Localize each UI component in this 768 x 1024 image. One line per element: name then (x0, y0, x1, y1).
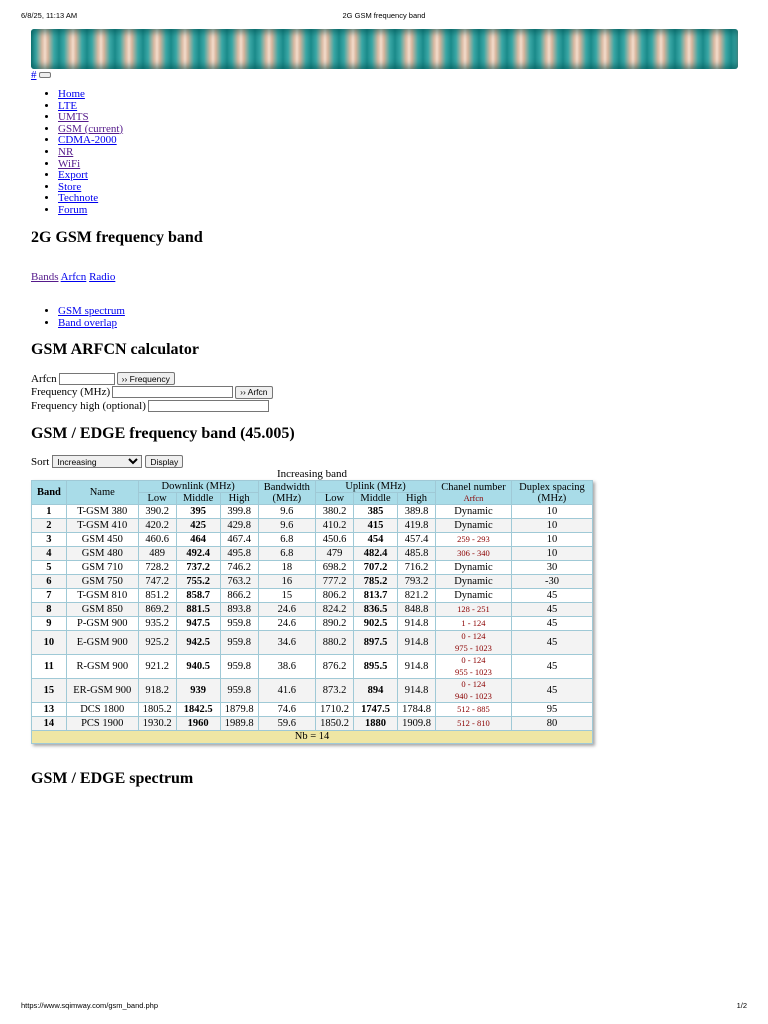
cell-arfcn (436, 717, 511, 730)
arfcn-label: Arfcn (31, 372, 57, 385)
cell-arfcn (436, 655, 511, 678)
tab-bands[interactable]: Bands (31, 271, 59, 283)
arfcn-range: 512 - 810 (457, 718, 490, 728)
cell-dl-low: 869.2 (139, 603, 176, 616)
cell-arfcn (436, 505, 511, 518)
cell-ul-low: 890.2 (316, 617, 353, 630)
tab-arfcn[interactable]: Arfcn (60, 271, 87, 283)
cell-name: PCS 1900 (67, 717, 138, 730)
cell-name: T-GSM 810 (67, 589, 138, 602)
cell-ul-middle: 454 (354, 533, 397, 546)
print-page-number: 1/2 (736, 1001, 747, 1010)
arfcn-range: 955 - 1023 (455, 666, 492, 677)
header-channel-sub: Arfcn (463, 492, 484, 503)
cell-ul-middle: 894 (354, 679, 397, 702)
cell-ul-middle: 902.5 (354, 617, 397, 630)
cell-name: GSM 750 (67, 575, 138, 588)
nav-link-nr[interactable]: NR (58, 145, 74, 158)
cell-bandwidth: 24.6 (259, 617, 315, 630)
nav-link-gsm-current[interactable]: GSM (current) (58, 122, 124, 135)
cell-ul-middle: 482.4 (354, 547, 397, 560)
cell-dl-middle: 395 (177, 505, 220, 518)
page-title: 2G GSM frequency band (31, 229, 203, 246)
cell-dl-middle: 939 (177, 679, 220, 702)
cell-ul-middle: 836.5 (354, 603, 397, 616)
cell-dl-middle: 858.7 (177, 589, 220, 602)
cell-band: 13 (32, 703, 66, 716)
frequency-row (31, 386, 273, 400)
table-row (32, 603, 592, 616)
cell-band: 14 (32, 717, 66, 730)
table-row (32, 561, 592, 574)
header-uplink: Uplink (MHz) (316, 481, 435, 492)
cell-duplex: 45 (512, 631, 592, 654)
nav-link-wifi[interactable]: WiFi (58, 157, 81, 170)
table-row (32, 519, 592, 532)
nav-link-umts[interactable]: UMTS (58, 111, 89, 124)
cell-band: 2 (32, 519, 66, 532)
cell-dl-low: 918.2 (139, 679, 176, 702)
anchor-item (58, 318, 125, 330)
tab-radio[interactable]: Radio (89, 271, 116, 283)
arfcn-range: 1 - 124 (461, 618, 486, 628)
cell-dl-low: 489 (139, 547, 176, 560)
arfcn-range: Dynamic (454, 576, 493, 587)
anchor-links (40, 306, 125, 329)
cell-dl-low: 420.2 (139, 519, 176, 532)
cell-dl-high: 429.8 (221, 519, 258, 532)
arfcn-range: Dynamic (454, 590, 493, 601)
cell-dl-middle: 947.5 (177, 617, 220, 630)
cell-bandwidth: 24.6 (259, 603, 315, 616)
cell-dl-high: 866.2 (221, 589, 258, 602)
cell-ul-low: 777.2 (316, 575, 353, 588)
cell-dl-high: 1989.8 (221, 717, 258, 730)
cell-band: 10 (32, 631, 66, 654)
cell-name: GSM 850 (67, 603, 138, 616)
cell-dl-middle: 881.5 (177, 603, 220, 616)
cell-ul-high: 914.8 (398, 631, 435, 654)
cell-name: GSM 450 (67, 533, 138, 546)
cell-band: 6 (32, 575, 66, 588)
table-caption: Increasing band (277, 468, 347, 480)
sort-label: Sort (31, 455, 50, 468)
nav-link-export[interactable]: Export (58, 169, 88, 182)
cell-ul-high: 457.4 (398, 533, 435, 546)
arfcn-range: 306 - 340 (457, 548, 490, 558)
cell-dl-high: 1879.8 (221, 703, 258, 716)
cell-duplex: 10 (512, 547, 592, 560)
cell-ul-middle: 813.7 (354, 589, 397, 602)
cell-dl-low: 747.2 (139, 575, 176, 588)
nav-link-cdma[interactable]: CDMA-2000 (58, 134, 117, 147)
cell-dl-low: 925.2 (139, 631, 176, 654)
cell-ul-middle: 415 (354, 519, 397, 532)
table-row (32, 617, 592, 630)
cell-ul-low: 873.2 (316, 679, 353, 702)
cell-band: 11 (32, 655, 66, 678)
header-bandwidth-unit: (MHz) (272, 492, 302, 504)
menu-toggle-row (31, 69, 51, 81)
table-row (32, 575, 592, 588)
cell-ul-low: 380.2 (316, 505, 353, 518)
cell-dl-low: 1930.2 (139, 717, 176, 730)
cell-bandwidth: 18 (259, 561, 315, 574)
cell-bandwidth: 74.6 (259, 703, 315, 716)
to-frequency-button[interactable]: ›› Frequency (117, 372, 175, 385)
cell-arfcn (436, 703, 511, 716)
cell-bandwidth: 6.8 (259, 547, 315, 560)
cell-ul-middle: 385 (354, 505, 397, 518)
cell-name: P-GSM 900 (67, 617, 138, 630)
cell-dl-middle: 425 (177, 519, 220, 532)
cell-arfcn (436, 561, 511, 574)
cell-duplex: 45 (512, 655, 592, 678)
cell-band: 3 (32, 533, 66, 546)
arfcn-range: 940 - 1023 (455, 690, 492, 701)
cell-dl-middle: 942.5 (177, 631, 220, 654)
arfcn-input[interactable] (59, 373, 115, 385)
header-band: Band (32, 481, 66, 504)
cell-ul-low: 876.2 (316, 655, 353, 678)
cell-duplex: 10 (512, 519, 592, 532)
header-name: Name (67, 481, 138, 504)
link-band-overlap[interactable]: Band overlap (58, 316, 117, 329)
cell-arfcn (436, 617, 511, 630)
cell-bandwidth: 16 (259, 575, 315, 588)
cell-ul-high: 914.8 (398, 655, 435, 678)
cell-band: 5 (32, 561, 66, 574)
print-footer (21, 1001, 747, 1013)
header-channel (436, 481, 511, 504)
link-gsm-spectrum[interactable]: GSM spectrum (58, 305, 125, 317)
display-button[interactable]: Display (145, 455, 183, 468)
cell-arfcn (436, 519, 511, 532)
cell-dl-high: 399.8 (221, 505, 258, 518)
print-header (21, 11, 747, 23)
header-ul-middle: Middle (354, 493, 397, 504)
cell-name: T-GSM 410 (67, 519, 138, 532)
cell-ul-middle: 895.5 (354, 655, 397, 678)
header-dl-low: Low (139, 493, 176, 504)
nav-link-lte[interactable]: LTE (58, 99, 78, 112)
cell-ul-high: 1784.8 (398, 703, 435, 716)
cell-bandwidth: 15 (259, 589, 315, 602)
cell-ul-middle: 785.2 (354, 575, 397, 588)
header-bandwidth (259, 481, 315, 504)
cell-band: 1 (32, 505, 66, 518)
cell-dl-low: 1805.2 (139, 703, 176, 716)
cell-dl-middle: 940.5 (177, 655, 220, 678)
cell-ul-high: 914.8 (398, 679, 435, 702)
arfcn-range: 512 - 885 (457, 704, 490, 714)
cell-duplex: 95 (512, 703, 592, 716)
cell-duplex: 45 (512, 603, 592, 616)
cell-bandwidth: 6.8 (259, 533, 315, 546)
cell-dl-high: 959.8 (221, 679, 258, 702)
sort-controls (31, 455, 183, 468)
cell-ul-middle: 1747.5 (354, 703, 397, 716)
table-row (32, 533, 592, 546)
cell-ul-high: 419.8 (398, 519, 435, 532)
cell-dl-high: 763.2 (221, 575, 258, 588)
table-row (32, 679, 592, 702)
cell-ul-middle: 707.2 (354, 561, 397, 574)
cell-name: DCS 1800 (67, 703, 138, 716)
cell-name: E-GSM 900 (67, 631, 138, 654)
cell-ul-high: 793.2 (398, 575, 435, 588)
table-row (32, 703, 592, 716)
cell-arfcn (436, 589, 511, 602)
cell-duplex: 10 (512, 505, 592, 518)
cell-dl-middle: 464 (177, 533, 220, 546)
cell-dl-high: 959.8 (221, 617, 258, 630)
to-arfcn-button[interactable]: ›› Arfcn (235, 386, 272, 399)
arfcn-range: Dynamic (454, 520, 493, 531)
cell-dl-high: 959.8 (221, 631, 258, 654)
header-channel-label: Chanel number (441, 481, 506, 493)
table-row (32, 717, 592, 730)
cell-dl-high: 959.8 (221, 655, 258, 678)
cell-arfcn (436, 679, 511, 702)
arfcn-row (31, 372, 273, 386)
cell-ul-low: 806.2 (316, 589, 353, 602)
band-table-wrapper (31, 480, 593, 744)
band-table (31, 480, 593, 744)
header-dl-middle: Middle (177, 493, 220, 504)
main-nav (40, 89, 123, 217)
spectrum-title: GSM / EDGE spectrum (31, 770, 194, 787)
cell-name: ER-GSM 900 (67, 679, 138, 702)
cell-band: 4 (32, 547, 66, 560)
arfcn-range: 0 - 124 (461, 655, 486, 665)
cell-ul-high: 821.2 (398, 589, 435, 602)
arfcn-range: Dynamic (454, 562, 493, 573)
print-url: https://www.sqimway.com/gsm_band.php (21, 1001, 159, 1010)
cell-ul-low: 410.2 (316, 519, 353, 532)
cell-band: 15 (32, 679, 66, 702)
section-tabs (31, 271, 115, 283)
cell-dl-middle: 1960 (177, 717, 220, 730)
table-row (32, 505, 592, 518)
cell-dl-low: 460.6 (139, 533, 176, 546)
header-downlink: Downlink (MHz) (139, 481, 258, 492)
menu-toggle-button[interactable] (39, 72, 51, 78)
cell-dl-high: 893.8 (221, 603, 258, 616)
cell-dl-middle: 755.2 (177, 575, 220, 588)
cell-ul-low: 1850.2 (316, 717, 353, 730)
cell-dl-middle: 1842.5 (177, 703, 220, 716)
table-row (32, 589, 592, 602)
nav-link-store[interactable]: Store (58, 180, 82, 193)
cell-band: 8 (32, 603, 66, 616)
cell-arfcn (436, 603, 511, 616)
cell-ul-middle: 1880 (354, 717, 397, 730)
table-count: Nb = 14 (32, 731, 592, 743)
cell-ul-low: 1710.2 (316, 703, 353, 716)
table-row (32, 631, 592, 654)
cell-duplex: 30 (512, 561, 592, 574)
cell-name: GSM 710 (67, 561, 138, 574)
cell-bandwidth: 41.6 (259, 679, 315, 702)
cell-bandwidth: 59.6 (259, 717, 315, 730)
cell-dl-low: 921.2 (139, 655, 176, 678)
frequency-high-input[interactable] (148, 400, 269, 412)
cell-arfcn (436, 547, 511, 560)
band-table-body (32, 505, 592, 730)
cell-ul-low: 880.2 (316, 631, 353, 654)
arfcn-range: 128 - 251 (457, 604, 490, 614)
cell-ul-high: 716.2 (398, 561, 435, 574)
cell-ul-low: 479 (316, 547, 353, 560)
nav-item (58, 205, 123, 217)
cell-name: GSM 480 (67, 547, 138, 560)
header-dl-high: High (221, 493, 258, 504)
frequency-high-label: Frequency high (optional) (31, 399, 146, 412)
nav-link-forum[interactable]: Forum (58, 203, 88, 216)
cell-duplex: -30 (512, 575, 592, 588)
table-row (32, 547, 592, 560)
cell-bandwidth: 38.6 (259, 655, 315, 678)
arfcn-range: 0 - 124 (461, 631, 486, 641)
cell-dl-high: 467.4 (221, 533, 258, 546)
cell-ul-low: 450.6 (316, 533, 353, 546)
cell-arfcn (436, 575, 511, 588)
cell-ul-high: 848.8 (398, 603, 435, 616)
nav-link-home[interactable]: Home (58, 88, 85, 100)
arfcn-range: 259 - 293 (457, 534, 490, 544)
calculator-title: GSM ARFCN calculator (31, 341, 199, 358)
cell-ul-high: 389.8 (398, 505, 435, 518)
print-title: 2G GSM frequency band (342, 11, 426, 20)
cell-arfcn (436, 533, 511, 546)
frequency-high-row (31, 399, 273, 413)
cell-dl-low: 851.2 (139, 589, 176, 602)
cell-name: T-GSM 380 (67, 505, 138, 518)
sort-select[interactable] (52, 455, 142, 468)
cell-ul-high: 1909.8 (398, 717, 435, 730)
frequency-input[interactable] (112, 386, 233, 398)
cell-name: R-GSM 900 (67, 655, 138, 678)
frequency-label: Frequency (MHz) (31, 386, 111, 399)
arfcn-range: 0 - 124 (461, 679, 486, 689)
hash-link[interactable]: # (31, 69, 37, 81)
header-duplex-unit: (MHz) (537, 492, 567, 504)
header-bandwidth-label: Bandwidth (263, 481, 310, 493)
cell-band: 7 (32, 589, 66, 602)
cell-duplex: 80 (512, 717, 592, 730)
header-ul-low: Low (316, 493, 353, 504)
cell-dl-high: 746.2 (221, 561, 258, 574)
cell-ul-middle: 897.5 (354, 631, 397, 654)
header-duplex (512, 481, 592, 504)
arfcn-calculator (31, 372, 273, 413)
nav-link-technote[interactable]: Technote (58, 192, 99, 205)
cell-dl-middle: 737.2 (177, 561, 220, 574)
cell-bandwidth: 9.6 (259, 505, 315, 518)
cell-duplex: 45 (512, 679, 592, 702)
cell-ul-high: 914.8 (398, 617, 435, 630)
table-row (32, 655, 592, 678)
cell-bandwidth: 34.6 (259, 631, 315, 654)
cell-dl-middle: 492.4 (177, 547, 220, 560)
header-duplex-label: Duplex spacing (519, 481, 585, 493)
cell-ul-high: 485.8 (398, 547, 435, 560)
cell-bandwidth: 9.6 (259, 519, 315, 532)
cell-dl-low: 728.2 (139, 561, 176, 574)
header-ul-high: High (398, 493, 435, 504)
cell-duplex: 45 (512, 617, 592, 630)
print-datetime: 6/8/25, 11:13 AM (21, 11, 78, 20)
cell-duplex: 45 (512, 589, 592, 602)
site-banner (31, 29, 738, 69)
arfcn-range: Dynamic (454, 506, 493, 517)
cell-dl-high: 495.8 (221, 547, 258, 560)
cell-arfcn (436, 631, 511, 654)
arfcn-range: 975 - 1023 (455, 642, 492, 653)
cell-band: 9 (32, 617, 66, 630)
cell-ul-low: 698.2 (316, 561, 353, 574)
cell-dl-low: 935.2 (139, 617, 176, 630)
cell-ul-low: 824.2 (316, 603, 353, 616)
band-section-title: GSM / EDGE frequency band (45.005) (31, 425, 295, 442)
cell-dl-low: 390.2 (139, 505, 176, 518)
cell-duplex: 10 (512, 533, 592, 546)
